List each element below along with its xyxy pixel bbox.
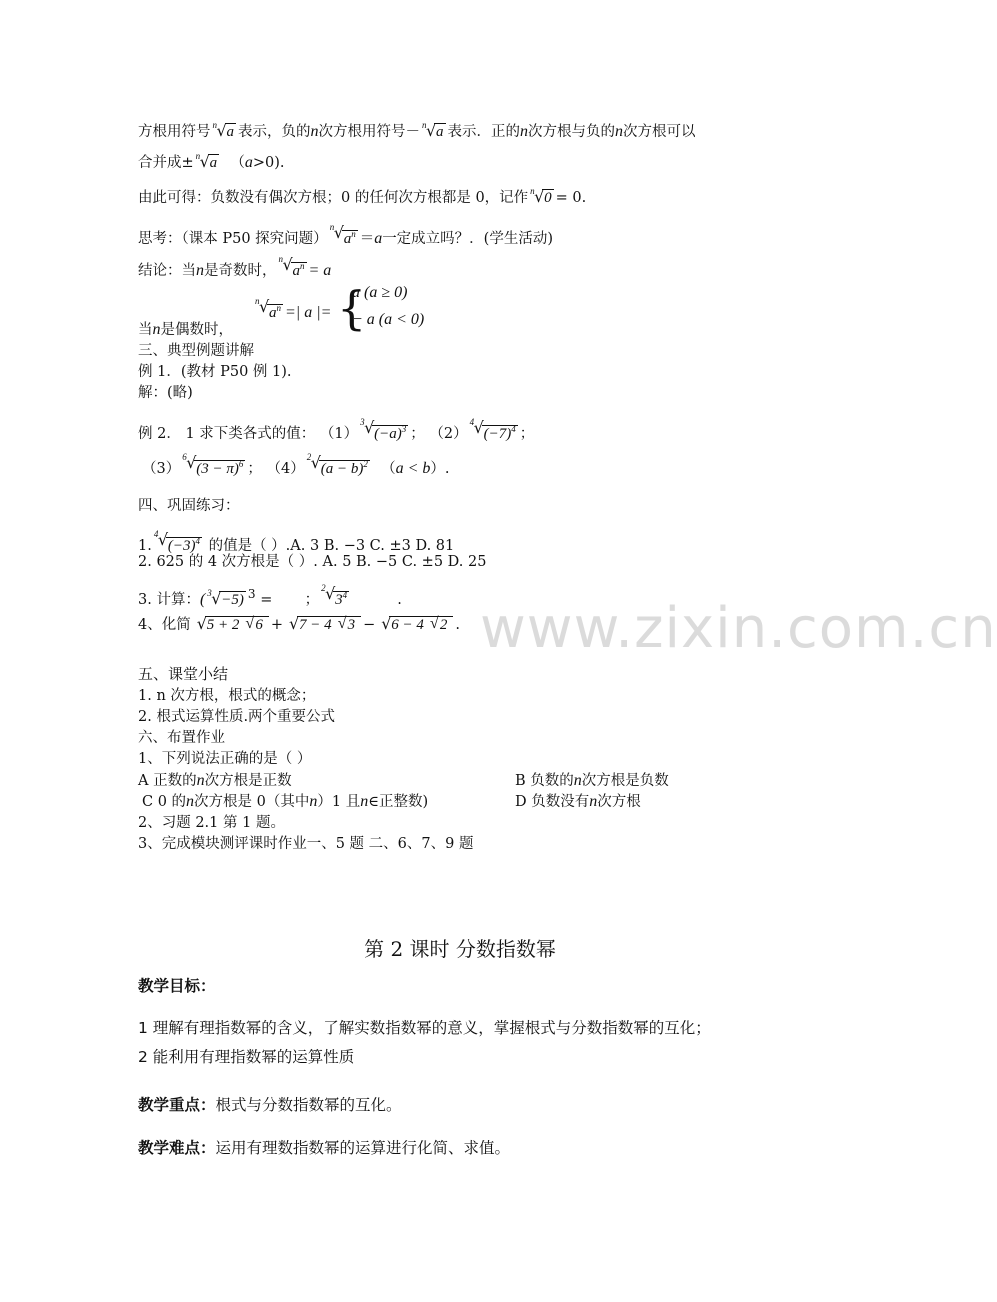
root-index: 6 [182, 452, 187, 462]
root-index: 3 [207, 587, 212, 598]
root-index: n [212, 120, 217, 130]
example-1: 例 1．(教材 P50 例 1). [138, 364, 292, 380]
option-d-text: D 负数没有 [515, 794, 590, 810]
radical-icon: √ [426, 121, 437, 140]
key-heading: 教学重点： [138, 1096, 216, 1114]
nth-root-a [213, 122, 237, 142]
var-n: n [196, 772, 205, 789]
base: (−a) [374, 426, 402, 442]
text: （ [381, 461, 396, 477]
condition: a < b [395, 460, 431, 477]
text: 1. [138, 538, 152, 554]
option-c-text: 次方根是 0（其中 [194, 794, 310, 810]
radical-icon: √ [381, 614, 392, 633]
base: a [292, 263, 300, 279]
key-text: 根式与分数指数幂的互化。 [215, 1096, 402, 1114]
sqrt-a-minus-b [307, 454, 370, 479]
sqrt-6 [241, 615, 265, 635]
exponent: n [351, 229, 356, 239]
text: （3） [142, 461, 181, 477]
section-4-heading: 四、巩固练习： [138, 498, 240, 514]
cube-root-neg5 [207, 587, 246, 610]
text: 表示，负的 [238, 124, 311, 140]
text: （ [230, 155, 245, 171]
text: = [260, 591, 273, 608]
text: = 0 [555, 190, 582, 206]
radicand: −5) [221, 591, 244, 608]
radical-icon: √ [216, 121, 227, 140]
line-2 [138, 153, 285, 173]
lesson-title: 第 2 课时 分数指数幂 [364, 937, 556, 961]
radicand: 2 [439, 617, 448, 633]
homework-1: 1、下列说法正确的是（ ） [138, 751, 312, 767]
text: = a [308, 262, 332, 279]
text: 表示．正的 [447, 124, 520, 140]
text: 思考：（课本 P50 探究问题） [138, 231, 328, 247]
homework-1-option-d [515, 792, 641, 812]
radicand [482, 425, 518, 442]
option-b-text: B 负数的 [515, 773, 574, 789]
var-n: n [152, 321, 161, 338]
radical-icon: √ [245, 615, 255, 632]
radicand [205, 616, 269, 633]
radical-icon: √ [325, 583, 336, 603]
radicand [372, 425, 408, 442]
radical-icon: √ [282, 255, 293, 274]
sqrt-3 [334, 615, 358, 635]
base: 3 [335, 591, 343, 608]
text: 例 2． 1 求下类各式的值： （1） [138, 426, 359, 442]
line-7 [138, 320, 233, 340]
text: 4、化简 [138, 617, 191, 633]
goal-1: 1 理解有理指数幂的含义，了解实数指数幂的意义，掌握根式与分数指数幂的互化； [138, 1019, 711, 1037]
var-n: n [360, 793, 369, 810]
text: 的值是（ ）.A. 3 B. −3 C. ±3 D. 81 [208, 538, 455, 554]
radicand [319, 460, 370, 477]
text: ； [519, 426, 535, 442]
radical-icon: √ [310, 453, 321, 472]
radical-icon: √ [211, 588, 222, 608]
var-a: a [244, 154, 253, 171]
text: ）. [430, 461, 450, 477]
goal-2: 2 能利用有理指数幂的运算性质 [138, 1048, 355, 1066]
radical-icon: √ [473, 418, 484, 437]
var-n: n [310, 123, 319, 140]
case-2: − a (a < 0) [352, 311, 425, 328]
difficulty [138, 1138, 510, 1159]
option-c-text: ∈正整数) [368, 794, 429, 810]
text: ； [304, 591, 320, 608]
option-d-text: 次方根 [597, 794, 641, 810]
exercise-2: 2. 625 的 4 次方根是（ ）. A. 5 B. −5 C. ±5 D. 25 [138, 554, 487, 570]
summary-2: 2. 根式运算性质.两个重要公式 [138, 709, 336, 725]
exercise-3 [138, 584, 402, 610]
option-a-text: A 正数的 [138, 773, 197, 789]
nth-root-zero [530, 188, 554, 208]
radical-icon: √ [157, 530, 169, 549]
exponent: 4 [511, 424, 516, 434]
base: a [269, 305, 277, 321]
example-2 [138, 419, 534, 444]
text: ； （4） [247, 461, 305, 477]
radicand: 3 [347, 617, 356, 633]
sixth-root-3-pi [182, 454, 245, 479]
watermark: www.zixin.com.cn [480, 596, 997, 661]
fourth-root-neg7-4 [470, 419, 518, 444]
section-3-heading: 三、典型例题讲解 [138, 343, 254, 359]
text: 次方根用符号－ [318, 124, 420, 140]
nth-root-a-power-n [279, 256, 307, 281]
homework-1-options-ab [138, 771, 292, 791]
var-n: n [196, 262, 204, 279]
var-a: a [374, 230, 383, 247]
line-4 [138, 224, 553, 249]
text: 次方根可以 [623, 124, 696, 140]
term: 6 − 4 [391, 617, 424, 633]
text: 次方根与负的 [528, 124, 615, 140]
nth-root-a [422, 122, 446, 142]
section-6-heading: 六、布置作业 [138, 730, 225, 746]
term: 7 − 4 [299, 617, 332, 633]
difficulty-text: 运用有理数指数幂的运算进行化简、求值。 [215, 1139, 511, 1157]
nth-root-a [196, 153, 220, 173]
exponent: n [276, 303, 281, 313]
expr-cube-root-neg5-cubed [199, 587, 256, 608]
radicand: a [226, 124, 234, 140]
text: ＝ [359, 231, 375, 247]
radicand: a [209, 155, 218, 171]
line-3 [138, 188, 586, 208]
text: 3. 计算： [138, 591, 200, 608]
line-6-piecewise [253, 298, 331, 323]
radical-icon: √ [333, 223, 344, 242]
plus: + [270, 617, 284, 633]
sqrt-2 [426, 615, 450, 635]
minus: − [363, 617, 376, 633]
example-2-cont [142, 454, 449, 479]
base: a [343, 231, 352, 247]
cube-root-neg-a-cubed [360, 419, 408, 444]
paren: ( [199, 590, 206, 608]
homework-1-option-b [515, 771, 669, 791]
nth-root-a-power-n [255, 298, 283, 323]
root-index: n [530, 186, 535, 196]
radical-icon: √ [196, 614, 207, 633]
exponent: 4 [195, 536, 200, 546]
section-5-heading: 五、课堂小结 [138, 665, 229, 683]
solution: 解：(略) [138, 385, 193, 401]
root-index: 4 [469, 417, 475, 427]
exponent: 2 [363, 459, 368, 469]
nth-root-a-power-n [330, 224, 358, 249]
option-c-text: C 0 的 [142, 794, 187, 810]
radicand: a [436, 124, 444, 140]
text: 合并成± [138, 155, 194, 171]
exponent: n [300, 261, 305, 271]
line-1 [138, 122, 696, 142]
option-c-text: ）1 且 [317, 794, 361, 810]
text: ； （2） [410, 426, 468, 442]
text: >0). [252, 155, 285, 171]
var-n: n [615, 123, 623, 140]
radicand [333, 591, 349, 608]
text: 由此可得：负数没有偶次方根；0 的任何次方根都是 0，记作 [138, 190, 529, 206]
text: 方根用符号 [138, 124, 211, 140]
radicand: 0 [544, 190, 552, 206]
radicand [267, 304, 283, 321]
radical-icon: √ [186, 453, 197, 472]
difficulty-heading: 教学难点： [138, 1139, 216, 1157]
base: (−3) [167, 538, 196, 554]
var-n: n [186, 793, 195, 810]
radicand [342, 230, 358, 247]
radical-icon: √ [337, 615, 347, 632]
line-5 [138, 256, 331, 281]
option-b-text: 次方根是负数 [581, 773, 669, 789]
radicand [194, 460, 245, 477]
text: . [455, 617, 461, 633]
summary-1: 1. n 次方根，根式的概念； [138, 688, 316, 704]
root-index: 2 [306, 452, 312, 462]
text: 当 [138, 322, 153, 338]
base: (a − b) [320, 461, 364, 477]
exercise-4 [138, 615, 460, 635]
var-n: n [309, 793, 318, 810]
var-n: n [589, 793, 598, 810]
radical-icon: √ [534, 187, 545, 206]
text: =| a |= [285, 304, 332, 321]
left-brace-icon: { [337, 281, 367, 335]
text: . [397, 591, 402, 608]
root-index: 4 [153, 529, 159, 539]
sqrt-6-minus-4sqrt2 [377, 615, 453, 635]
homework-3: 3、完成模块测评课时作业一、5 题 二、6、7、9 题 [138, 836, 474, 852]
exponent: 4 [342, 589, 348, 600]
term: 5 + 2 [206, 617, 240, 633]
var-n: n [520, 123, 528, 140]
root-index: 2 [321, 582, 326, 593]
sqrt-7-minus-4sqrt3 [285, 615, 361, 635]
radical-icon: √ [364, 418, 375, 437]
key-point [138, 1095, 402, 1116]
sqrt-3-4 [321, 582, 349, 610]
homework-1-option-c [142, 792, 428, 812]
radicand [389, 616, 453, 633]
radicand: 6 [255, 617, 263, 633]
var-n: n [573, 772, 582, 789]
radical-icon: √ [259, 297, 270, 316]
exponent: 3 [247, 587, 256, 601]
base: (−7) [483, 426, 512, 442]
radicand [297, 616, 361, 633]
exponent: 3 [401, 424, 407, 434]
root-index: n [329, 222, 335, 232]
text: 一定成立吗？．(学生活动) [382, 231, 554, 247]
base: (3 − π) [196, 461, 239, 477]
root-index: n [422, 120, 427, 130]
goals-heading: 教学目标： [138, 977, 216, 995]
text: 是偶数时， [160, 322, 233, 338]
root-index: 3 [360, 417, 365, 427]
root-index: n [255, 296, 260, 306]
radical-icon: √ [429, 615, 439, 632]
option-a-text: 次方根是正数 [204, 773, 292, 789]
root-index: n [278, 254, 283, 264]
text: 是奇数时， [204, 263, 277, 279]
homework-2: 2、习题 2.1 第 1 题。 [138, 815, 285, 831]
radical-icon: √ [199, 152, 210, 171]
sqrt-5-plus-2sqrt6 [193, 615, 269, 635]
case-1: a (a ≥ 0) [352, 284, 408, 301]
exponent: 6 [238, 459, 244, 469]
radical-icon: √ [289, 614, 300, 633]
text: 结论：当 [138, 263, 196, 279]
text: . [581, 190, 587, 206]
root-index: n [195, 151, 201, 161]
